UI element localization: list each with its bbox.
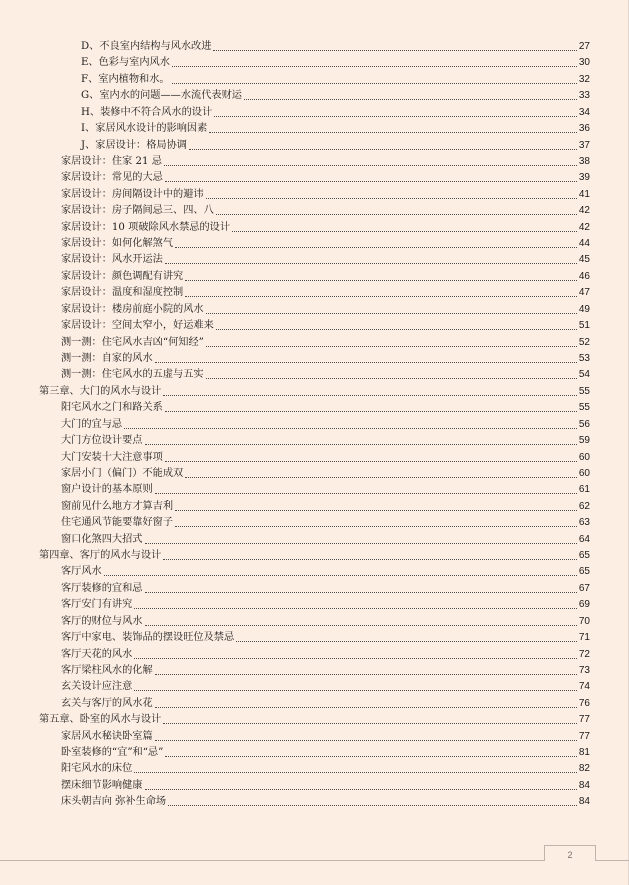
toc-dot-leader — [165, 755, 577, 757]
toc-dot-leader — [165, 180, 577, 182]
toc-dot-leader — [175, 246, 577, 248]
toc-entry[interactable] — [61, 728, 590, 744]
toc-dot-leader — [124, 427, 577, 429]
toc-entry-title: H、装修中不符合风水的设计 — [81, 106, 213, 118]
toc-entry-title: 第四章、客厅的风水与设计 — [39, 550, 162, 562]
toc-entry-page: 72 — [578, 648, 590, 660]
toc-dot-leader — [165, 262, 577, 264]
toc-entry-title: 客厅中家电、装饰品的摆设旺位及禁忌 — [61, 632, 235, 644]
toc-dot-leader — [163, 722, 577, 724]
toc-dot-leader — [164, 164, 577, 166]
toc-entry-title: 家居设计：如何化解煞气 — [61, 238, 174, 250]
toc-entry[interactable] — [61, 416, 590, 432]
toc-dot-leader — [206, 377, 577, 379]
toc-entry[interactable] — [61, 678, 590, 694]
toc-dot-leader — [165, 460, 577, 462]
toc-entry-page: 49 — [578, 303, 590, 315]
toc-entry-title: 第三章、大门的风水与设计 — [39, 385, 162, 397]
toc-entry-page: 34 — [578, 106, 590, 118]
footer-rule — [0, 860, 629, 861]
toc-dot-leader — [236, 640, 577, 642]
toc-entry-title: 测一测：住宅风水吉凶“何知经” — [61, 336, 204, 348]
toc-entry-title: 第五章、卧室的风水与设计 — [39, 714, 162, 726]
toc-entry-page: 37 — [578, 139, 590, 151]
toc-entry[interactable] — [61, 613, 590, 629]
toc-entry[interactable] — [61, 596, 590, 612]
toc-entry[interactable] — [61, 793, 590, 809]
toc-entry-title: 家居风水秘诀卧室篇 — [61, 730, 153, 742]
toc-entry-page: 62 — [578, 500, 590, 512]
toc-entry-page: 36 — [578, 123, 590, 135]
toc-entry-title: 家居小门（偏门）不能成双 — [61, 467, 184, 479]
toc-entry-page: 65 — [578, 550, 590, 562]
toc-entry[interactable] — [61, 251, 590, 267]
toc-entry[interactable] — [61, 202, 590, 218]
toc-dot-leader — [185, 279, 577, 281]
toc-entry-title: D、不良室内结构与风水改进 — [81, 41, 212, 52]
toc-entry-page: 77 — [578, 714, 590, 726]
toc-entry[interactable] — [39, 547, 590, 563]
toc-dot-leader — [168, 804, 577, 806]
toc-entry[interactable] — [61, 777, 590, 793]
toc-entry[interactable] — [61, 563, 590, 579]
toc-entry[interactable] — [61, 153, 590, 169]
toc-dot-leader — [175, 525, 577, 527]
toc-dot-leader — [163, 394, 577, 396]
toc-entry-title: 卧室装修的“宜”和“忌” — [61, 747, 164, 759]
toc-entry[interactable] — [61, 399, 590, 415]
toc-entry-title: 客厅风水 — [61, 566, 102, 578]
toc-dot-leader — [155, 361, 577, 363]
toc-entry-page: 60 — [578, 467, 590, 479]
toc-entry-title: 大门方位设计要点 — [61, 435, 143, 447]
toc-entry-title: 家居设计：颜色调配有讲究 — [61, 270, 184, 282]
toc-dot-leader — [134, 689, 577, 691]
toc-entry-title: 客厅装修的宜和忌 — [61, 582, 143, 594]
toc-entry-page: 84 — [578, 779, 590, 791]
toc-dot-leader — [244, 98, 577, 100]
toc-entry-title: 客厅安门有讲究 — [61, 599, 133, 611]
toc-entry-title: 家居设计：楼房前庭小院的风水 — [61, 303, 204, 315]
toc-dot-leader — [232, 230, 577, 232]
toc-entry-title: 窗户设计的基本原则 — [61, 484, 153, 496]
toc-entry-page: 38 — [578, 155, 590, 167]
toc-entry[interactable] — [81, 120, 590, 136]
toc-entry-title: 家居设计：房子隔间忌三、四、八 — [61, 205, 214, 217]
toc-entry-title: 客厅的财位与风水 — [61, 615, 143, 627]
toc-entry-page: 61 — [578, 484, 590, 496]
toc-entry[interactable] — [61, 744, 590, 760]
toc-entry-title: 家居设计：10 项破除风水禁忌的设计 — [61, 221, 231, 233]
toc-dot-leader — [134, 771, 577, 773]
toc-entry-page: 70 — [578, 615, 590, 627]
toc-entry[interactable] — [61, 317, 590, 333]
toc-dot-leader — [175, 509, 577, 511]
toc-entry-title: 摆床细节影响健康 — [61, 779, 143, 791]
toc-dot-leader — [155, 706, 577, 708]
toc-entry-page: 33 — [578, 90, 590, 102]
toc-dot-leader — [185, 295, 577, 297]
toc-entry[interactable] — [81, 104, 590, 120]
toc-entry-page: 76 — [578, 697, 590, 709]
toc-entry[interactable] — [81, 71, 590, 87]
toc-dot-leader — [145, 788, 577, 790]
toc-entry-page: 73 — [578, 664, 590, 676]
toc-entry-page: 67 — [578, 582, 590, 594]
toc-entry-page: 60 — [578, 451, 590, 463]
toc-dot-leader — [134, 607, 577, 609]
toc-entry-page: 44 — [578, 238, 590, 250]
toc-entry[interactable] — [39, 383, 590, 399]
toc-entry-page: 41 — [578, 188, 590, 200]
toc-entry-page: 77 — [578, 730, 590, 742]
toc-dot-leader — [155, 739, 577, 741]
toc-entry-title: 家居设计：住家 21 忌 — [61, 155, 162, 167]
toc-entry-title: F、室内植物和水。 — [81, 73, 170, 85]
toc-dot-leader — [145, 591, 577, 593]
toc-entry-title: 客厅天花的风水 — [61, 648, 133, 660]
toc-dot-leader — [145, 542, 577, 544]
page-number: 2 — [544, 845, 596, 861]
toc-entry-page: 45 — [578, 254, 590, 266]
toc-entry-title: 大门的宜与忌 — [61, 418, 123, 430]
toc-entry[interactable] — [61, 760, 590, 776]
toc-dot-leader — [206, 345, 577, 347]
toc-entry[interactable] — [61, 301, 590, 317]
toc-entry-title: 测一测：自家的风水 — [61, 352, 153, 364]
toc-entry-title: 窗前见什么地方才算吉利 — [61, 500, 174, 512]
toc-entry[interactable] — [61, 268, 590, 284]
toc-entry[interactable] — [39, 711, 590, 727]
toc-entry-title: 客厅梁柱风水的化解 — [61, 664, 153, 676]
toc-entry[interactable] — [61, 186, 590, 202]
toc-dot-leader — [214, 115, 577, 117]
toc-entry[interactable] — [81, 54, 590, 70]
toc-entry-page: 53 — [578, 352, 590, 364]
toc-entry-page: 56 — [578, 418, 590, 430]
toc-entry-page: 47 — [578, 287, 590, 299]
toc-dot-leader — [206, 197, 577, 199]
toc-dot-leader — [155, 492, 577, 494]
toc-entry[interactable] — [61, 334, 590, 350]
toc-entry-title: 住宅通风节能要靠好窗子 — [61, 517, 174, 529]
toc-dot-leader — [163, 558, 577, 560]
toc-entry-page: 55 — [578, 385, 590, 397]
toc-entry-title: 家居设计：空间太窄小，好运难来 — [61, 320, 214, 332]
toc-entry-page: 46 — [578, 270, 590, 282]
toc-dot-leader — [155, 673, 577, 675]
toc-entry-title: 家居设计：风水开运法 — [61, 254, 163, 266]
toc-dot-leader — [216, 213, 577, 215]
toc-dot-leader — [216, 328, 577, 330]
toc-entry-page: 64 — [578, 533, 590, 545]
toc-entry[interactable] — [61, 498, 590, 514]
toc-entry[interactable] — [61, 662, 590, 678]
toc-entry[interactable] — [61, 235, 590, 251]
toc-dot-leader — [134, 657, 577, 659]
toc-entry-page: 84 — [578, 796, 590, 808]
toc-entry-page: 51 — [578, 320, 590, 332]
toc-entry-title: 家居设计：温度和湿度控制 — [61, 287, 184, 299]
toc-entry-page: 65 — [578, 566, 590, 578]
toc-entry[interactable] — [61, 350, 590, 366]
toc-dot-leader — [189, 148, 577, 150]
toc-entry[interactable] — [61, 449, 590, 465]
toc-entry-page: 54 — [578, 369, 590, 381]
toc-entry[interactable] — [81, 137, 590, 153]
toc-entry-title: 测一测：住宅风水的五虚与五实 — [61, 369, 204, 381]
toc-entry-page: 69 — [578, 599, 590, 611]
toc-entry-page: 74 — [578, 681, 590, 693]
toc-entry-title: 窗口化煞四大招式 — [61, 533, 143, 545]
toc-dot-leader — [209, 131, 577, 133]
toc-entry-title: G、室内水的问题——水流代表财运 — [81, 90, 242, 102]
toc-entry-page: 39 — [578, 172, 590, 184]
toc-dot-leader — [172, 82, 577, 84]
toc-entry[interactable] — [61, 432, 590, 448]
toc-dot-leader — [145, 624, 577, 626]
toc-entry-page: 82 — [578, 763, 590, 775]
toc-entry-page: 81 — [578, 747, 590, 759]
toc-entry[interactable] — [61, 514, 590, 530]
toc-entry[interactable] — [61, 646, 590, 662]
toc-entry-title: 玄关与客厅的风水花 — [61, 697, 153, 709]
toc-dot-leader — [145, 443, 577, 445]
toc-entry-page: 42 — [578, 205, 590, 217]
toc-dot-leader — [185, 476, 577, 478]
toc-entry-title: 家居设计：房间隔设计中的避讳 — [61, 188, 204, 200]
toc-entry-title: 床头朝吉向 弥补生命场 — [61, 796, 167, 808]
toc-entry-page: 32 — [578, 73, 590, 85]
toc-entry-title: I、家居风水设计的影响因素 — [81, 123, 208, 135]
toc-entry-page: 71 — [578, 632, 590, 644]
toc-entry-page: 55 — [578, 402, 590, 414]
toc-entry-title: E、色彩与室内风水 — [81, 57, 170, 69]
toc-dot-leader — [165, 410, 577, 412]
toc-entry[interactable] — [61, 284, 590, 300]
toc-entry[interactable] — [61, 481, 590, 497]
toc-entry[interactable] — [61, 465, 590, 481]
toc-entry-title: 阳宅风水之门和路关系 — [61, 402, 163, 414]
toc-dot-leader — [104, 574, 577, 576]
toc-entry[interactable] — [61, 695, 590, 711]
toc-entry[interactable] — [81, 87, 590, 103]
toc-entry-title: 阳宅风水的床位 — [61, 763, 133, 775]
toc-entry[interactable] — [61, 531, 590, 547]
toc-dot-leader — [213, 49, 576, 51]
toc-entry-page: 27 — [578, 41, 590, 52]
toc-entry[interactable] — [61, 580, 590, 596]
toc-entry-page: 59 — [578, 435, 590, 447]
toc-entry-page: 63 — [578, 517, 590, 529]
toc-entry-title: J、家居设计：格局协调 — [81, 139, 187, 151]
toc-entry-title: 家居设计：常见的大忌 — [61, 172, 163, 184]
toc-entry-page: 30 — [578, 57, 590, 69]
toc-entry[interactable] — [61, 219, 590, 235]
toc-entry[interactable] — [61, 629, 590, 645]
toc-entry-page: 52 — [578, 336, 590, 348]
toc-dot-leader — [206, 312, 577, 314]
toc-entry-title: 玄关设计应注意 — [61, 681, 133, 693]
toc-entry[interactable] — [61, 366, 590, 382]
toc-entry[interactable] — [61, 169, 590, 185]
toc-entry[interactable] — [81, 38, 590, 54]
toc-entry-title: 大门安装十大注意事项 — [61, 451, 163, 463]
toc-dot-leader — [172, 65, 577, 67]
toc-entry-page: 42 — [578, 221, 590, 233]
